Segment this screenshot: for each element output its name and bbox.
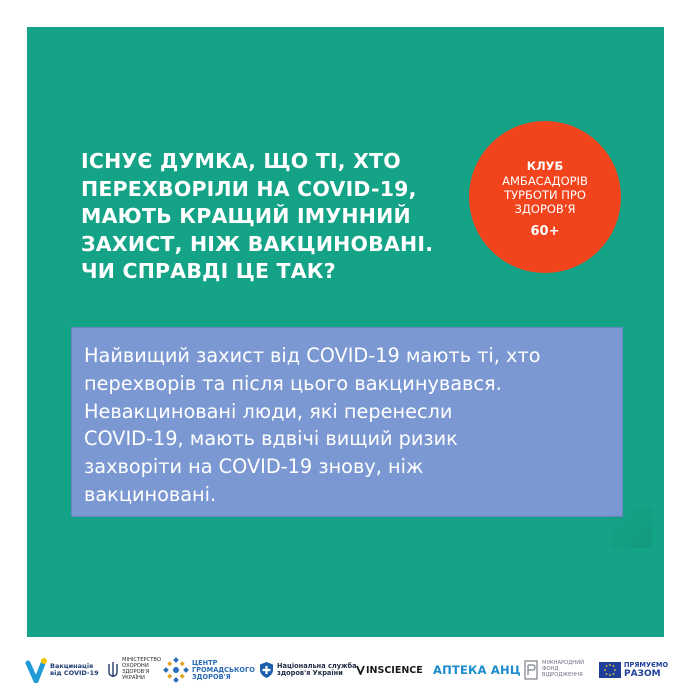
public-health-icon	[163, 657, 189, 683]
partner-logos-footer	[0, 644, 690, 690]
badge-line: ЗДОРОВ’Я	[514, 202, 576, 216]
info-line: Невакциновані люди, які перенесли	[84, 399, 453, 423]
info-line: перехворів та після цього вакцинувався.	[84, 371, 502, 395]
title-line: ЗАХИСТ, НІЖ ВАКЦИНОВАНІ.	[81, 231, 434, 256]
phc-line: ЦЕНТР	[192, 658, 218, 667]
ministry-logo	[107, 650, 161, 690]
title-line: ЧИ СПРАВДІ ЦЕ ТАК?	[81, 259, 336, 283]
vaccination-logo	[25, 650, 99, 690]
club-badge	[469, 121, 621, 273]
info-line: Найвищий захист від COVID-19 мають ті, хто	[84, 344, 541, 367]
info-line: захворіти на COVID-19 знову, ніж	[84, 455, 424, 479]
badge-line: ТУРБОТИ ПРО	[504, 188, 586, 202]
ministry-line: МІНІСТЕРСТВО	[122, 657, 162, 664]
vaccination-line: від COVID-19	[50, 669, 99, 677]
irf-line: МІЖНАРОДНИЙ	[542, 660, 584, 667]
title-line: ПЕРЕХВОРІЛИ НА COVID-19,	[81, 176, 417, 201]
badge-club: КЛУБ	[526, 159, 564, 173]
phc-line: ЗДОРОВ'Я	[192, 672, 231, 681]
badge-age: 60+	[530, 224, 560, 239]
badge-line: АМБАСАДОРІВ	[502, 174, 588, 188]
box-shadow	[612, 508, 652, 548]
eu-line: РАЗОМ	[624, 668, 661, 679]
irf-line: ФОНД	[542, 666, 559, 673]
public-health-center-logo	[163, 650, 255, 690]
phc-line: ГРОМАДСЬКОГО	[192, 665, 255, 674]
info-box	[71, 327, 623, 517]
inscience-logo	[356, 650, 423, 690]
ministry-line: ОХОРОНИ	[122, 663, 149, 670]
inscience-label: INSCIENCE	[366, 664, 423, 676]
title-line: ІСНУЄ ДУМКА, ЩО ТІ, ХТО	[81, 149, 401, 173]
vaccination-line: Вакцинація	[50, 661, 94, 670]
page-title	[81, 148, 481, 286]
ministry-line: УКРАЇНИ	[122, 674, 145, 681]
info-line: вакциновані.	[84, 482, 217, 506]
shield-icon	[259, 661, 274, 679]
apteka-label: АПТЕКА АНЦ	[433, 663, 521, 677]
title-line: МАЮТЬ КРАЩИЙ ІМУННИЙ	[81, 204, 411, 228]
ministry-line: ЗДОРОВ'Я	[122, 669, 150, 675]
info-text	[84, 342, 619, 509]
eu-flag-icon	[599, 662, 621, 678]
irf-mark-icon	[524, 660, 538, 680]
nszu-line: здоров'я України	[277, 669, 343, 677]
irf-logo	[524, 650, 584, 690]
apteka-anc-logo	[433, 650, 521, 690]
nszu-logo	[259, 650, 357, 690]
trident-icon	[107, 661, 119, 679]
eu-line: ПРЯМУЄМО	[624, 660, 669, 669]
inscience-mark-icon	[356, 665, 365, 675]
eu-logo	[599, 650, 668, 690]
irf-line: ВІДРОДЖЕННЯ	[542, 671, 583, 678]
nszu-line: Національна служба	[277, 662, 357, 670]
vaccination-icon	[25, 657, 47, 683]
info-line: COVID-19, мають вдвічі вищий ризик	[84, 427, 458, 451]
